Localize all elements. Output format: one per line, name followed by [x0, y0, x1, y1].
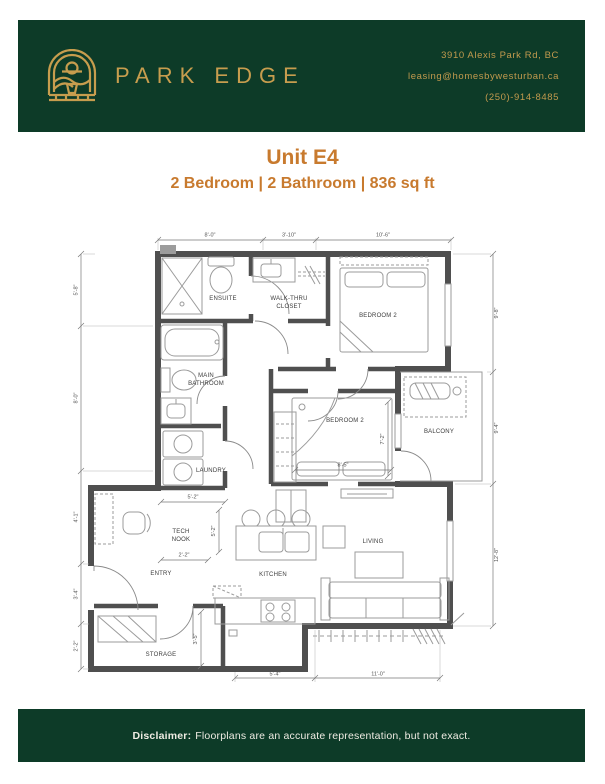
closet-label-2: CLOSET: [276, 304, 302, 310]
dim-bed-w: 8'-5": [337, 462, 349, 469]
room-labels: [146, 296, 454, 658]
contact-address: 3910 Alexis Park Rd, BC: [441, 49, 559, 61]
storage-label: STORAGE: [145, 652, 177, 658]
header-band: [18, 20, 585, 132]
entry-door-arc: [94, 566, 138, 610]
floorplan-svg: [73, 226, 533, 696]
contact-email: leasing@homesbywesturban.ca: [408, 70, 559, 82]
laundry-label: LAUNDRY: [196, 468, 226, 474]
ensuite-label: ENSUITE: [209, 296, 237, 302]
balcony-door-arc: [401, 451, 431, 481]
dim-left-3: 4'-1": [73, 511, 80, 523]
footer-band: [18, 709, 585, 762]
door-swings: [94, 276, 431, 639]
entry-label: ENTRY: [150, 571, 172, 577]
tech-nook-label-1: TECH: [172, 529, 190, 535]
dim-top-1: 8'-0": [204, 232, 216, 239]
dim-left-2: 8'-0": [73, 392, 80, 404]
unit-title: Unit E4: [266, 146, 339, 169]
bedroom-mid-window: [395, 414, 401, 448]
dim-right-3: 12'-8": [494, 547, 500, 563]
bedroom-top-door-arc: [338, 369, 368, 399]
dimensions-left: [74, 251, 154, 672]
dim-nook-w: 5'-2": [187, 494, 199, 501]
entry-door-opening: [88, 566, 94, 610]
dim-bottom-1: 5'-4": [269, 671, 281, 678]
bathroom-label-1: MAIN: [198, 373, 214, 379]
ensuite-fixtures: [162, 257, 295, 314]
dim-bottom-2: 11'-0": [371, 671, 385, 678]
balcony-outline: [400, 372, 482, 481]
bedroom-mid-furniture: [274, 398, 392, 482]
title-block: [0, 146, 605, 193]
tech-nook-furniture: [95, 494, 150, 544]
closet-label-1: WALK-THRU: [270, 296, 308, 302]
bathroom-label-2: BATHROOM: [188, 381, 224, 387]
brand-name: PARK EDGE: [115, 63, 305, 88]
dim-bed-h: 7'-2": [380, 433, 386, 445]
park-edge-logo-icon: [44, 49, 100, 103]
unit-specs: 2 Bedroom | 2 Bathroom | 836 sq ft: [170, 175, 435, 192]
dim-top-2: 3'-10": [281, 232, 297, 239]
dim-nook-b: 2'-2": [178, 552, 190, 559]
dim-left-4: 3'-4": [73, 588, 80, 600]
disclaimer-label: Disclaimer:: [132, 729, 192, 742]
dimensions-right: [453, 251, 500, 629]
bedroom-mid-label: BEDROOM 2: [326, 418, 364, 424]
bedroom-mid-door-arc: [308, 391, 338, 421]
dim-storage-h: 3'-5": [193, 633, 199, 645]
living-window: [447, 521, 453, 581]
living-label: LIVING: [362, 539, 384, 545]
tech-nook-label-2: NOOK: [171, 537, 191, 543]
bedroom-top-furniture: [340, 257, 428, 352]
bedroom-top-label: BEDROOM 2: [359, 313, 397, 319]
closet-door-arc: [255, 321, 288, 354]
balcony-door-opening: [395, 451, 401, 481]
kitchen-fixtures: [213, 490, 316, 624]
dim-right-1: 9'-8": [494, 307, 500, 319]
disclaimer-text: Floorplans are an accurate representation, but not exact.: [195, 729, 471, 742]
storage-door-arc: [160, 606, 193, 639]
balcony-label: BALCONY: [423, 429, 455, 435]
bedroom-top-window: [445, 284, 451, 346]
laundry-fixtures: [163, 431, 203, 485]
living-furniture: [321, 489, 449, 620]
closet-rod: [298, 266, 325, 284]
dim-right-2: 9'-4": [494, 422, 500, 434]
dimensions-bottom: [232, 630, 443, 682]
contact-block: [408, 45, 559, 108]
dim-left-5: 2'-2": [73, 640, 80, 652]
kitchen-label: KITCHEN: [259, 572, 287, 578]
contact-phone: (250)-914-8485: [485, 91, 559, 103]
laundry-door-arc: [225, 441, 253, 469]
dimensions-top: [155, 233, 454, 251]
dim-top-3: 10'-6": [375, 232, 391, 239]
dim-nook-h: 5'-2": [211, 525, 217, 537]
storage-fixtures: [98, 616, 156, 642]
brand-block: [44, 49, 305, 103]
column-block: [160, 245, 176, 254]
dim-left-1: 5'-8": [73, 284, 80, 296]
